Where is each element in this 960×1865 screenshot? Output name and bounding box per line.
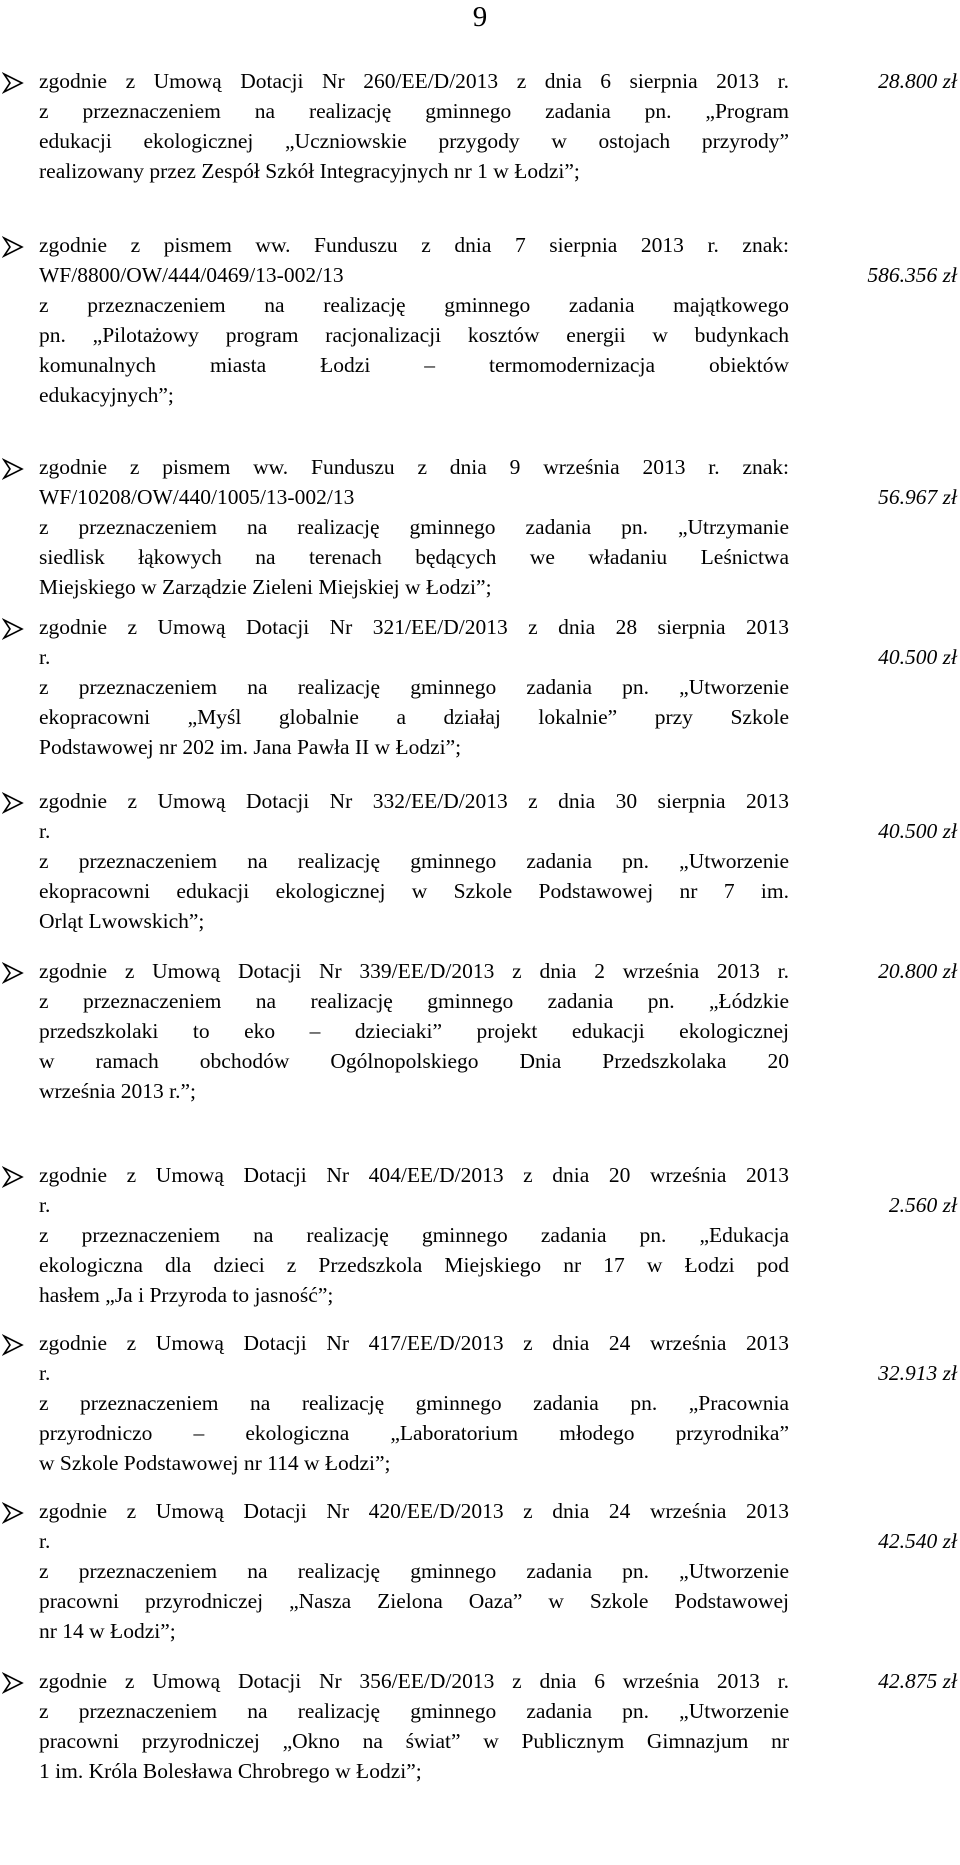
description-line: z przeznaczeniem na realizację gminnego zadania pn. „Utworzenie (39, 849, 789, 873)
description-line: r. (39, 1361, 51, 1385)
arrow-bullet-icon (2, 792, 26, 816)
arrow-bullet-icon (2, 962, 26, 986)
description-line: r. (39, 645, 51, 669)
arrow-bullet-icon (2, 72, 26, 96)
allocation-amount: 586.356 zł (867, 263, 957, 287)
description-line: przyrodniczo – ekologiczna „Laboratorium młodego przyrodnika” (39, 1421, 789, 1445)
arrow-bullet-icon (2, 1166, 26, 1190)
allocation-description (39, 66, 789, 186)
description-line: z przeznaczeniem na realizację gminnego zadania pn. „Edukacja (39, 1223, 789, 1247)
description-line: w ramach obchodów Ogólnopolskiego Dnia Przedszkolaka 20 (39, 1049, 789, 1073)
description-line: zgodnie z pismem ww. Funduszu z dnia 9 września 2013 r. znak: (39, 455, 789, 479)
description-line: zgodnie z Umową Dotacji Nr 417/EE/D/2013 z dnia 24 września 2013 (39, 1331, 789, 1355)
description-line: zgodnie z Umową Dotacji Nr 420/EE/D/2013 z dnia 24 września 2013 (39, 1499, 789, 1523)
description-line: z przeznaczeniem na realizację gminnego zadania pn. „Utworzenie (39, 1559, 789, 1583)
allocation-description (39, 612, 789, 762)
description-line: realizowany przez Zespół Szkół Integracyjnych nr 1 w Łodzi”; (39, 159, 580, 183)
description-line: r. (39, 1529, 51, 1553)
allocation-amount: 56.967 zł (878, 485, 957, 509)
allocation-description (39, 230, 789, 410)
arrow-bullet-icon (2, 1334, 26, 1358)
description-line: komunalnych miasta Łodzi – termomodernizacja obiektów (39, 353, 789, 377)
allocation-description (39, 1328, 789, 1478)
arrow-bullet-icon (2, 236, 26, 260)
description-line: r. (39, 819, 51, 843)
allocation-description (39, 786, 789, 936)
description-line: nr 14 w Łodzi”; (39, 1619, 176, 1643)
description-line: edukacyjnych”; (39, 383, 174, 407)
description-line: z przeznaczeniem na realizację gminnego zadania pn. „Utrzymanie (39, 515, 789, 539)
description-line: ekologiczna dla dzieci z Przedszkola Miejskiego nr 17 w Łodzi pod (39, 1253, 789, 1277)
description-line: hasłem „Ja i Przyroda to jasność”; (39, 1283, 334, 1307)
description-line: z przeznaczeniem na realizację gminnego zadania pn. „Utworzenie (39, 675, 789, 699)
allocation-amount: 42.540 zł (878, 1529, 957, 1553)
description-line: zgodnie z Umową Dotacji Nr 321/EE/D/2013 z dnia 28 sierpnia 2013 (39, 615, 789, 639)
description-line: zgodnie z Umową Dotacji Nr 332/EE/D/2013 z dnia 30 sierpnia 2013 (39, 789, 789, 813)
description-line: Miejskiego w Zarządzie Zieleni Miejskiej w Łodzi”; (39, 575, 492, 599)
description-line: z przeznaczeniem na realizację gminnego zadania pn. „Utworzenie (39, 1699, 789, 1723)
description-line: z przeznaczeniem na realizację gminnego zadania pn. „Program (39, 99, 789, 123)
description-line: WF/8800/OW/444/0469/13-002/13 (39, 263, 344, 287)
arrow-bullet-icon (2, 618, 26, 642)
description-line: września 2013 r.”; (39, 1079, 197, 1103)
description-line: 1 im. Króla Bolesława Chrobrego w Łodzi”; (39, 1759, 422, 1783)
page-number: 9 (472, 1, 488, 33)
description-line: zgodnie z Umową Dotacji Nr 356/EE/D/2013 z dnia 6 września 2013 r. (39, 1669, 789, 1693)
arrow-bullet-icon (2, 1502, 26, 1526)
description-line: zgodnie z Umową Dotacji Nr 339/EE/D/2013 z dnia 2 września 2013 r. (39, 959, 789, 983)
description-line: Orląt Lwowskich”; (39, 909, 205, 933)
allocation-amount: 28.800 zł (878, 69, 957, 93)
description-line: z przeznaczeniem na realizację gminnego zadania pn. „Łódzkie (39, 989, 789, 1013)
description-line: ekopracowni „Myśl globalnie a działaj lokalnie” przy Szkole (39, 705, 789, 729)
description-line: przedszkolaki to eko – dzieciaki” projekt edukacji ekologicznej (39, 1019, 789, 1043)
allocation-amount: 2.560 zł (888, 1193, 957, 1217)
allocation-description (39, 452, 789, 602)
allocation-amount: 32.913 zł (878, 1361, 957, 1385)
allocation-description (39, 1666, 789, 1786)
description-line: z przeznaczeniem na realizację gminnego zadania majątkowego (39, 293, 789, 317)
allocation-description (39, 1160, 789, 1310)
description-line: siedlisk łąkowych na terenach będących we władaniu Leśnictwa (39, 545, 789, 569)
description-line: pracowni przyrodniczej „Nasza Zielona Oaza” w Szkole Podstawowej (39, 1589, 789, 1613)
description-line: z przeznaczeniem na realizację gminnego zadania pn. „Pracownia (39, 1391, 789, 1415)
arrow-bullet-icon (2, 1672, 26, 1696)
allocation-amount: 40.500 zł (878, 645, 957, 669)
allocation-amount: 40.500 zł (878, 819, 957, 843)
description-line: r. (39, 1193, 51, 1217)
allocation-amount: 20.800 zł (878, 959, 957, 983)
description-line: ekopracowni edukacji ekologicznej w Szkole Podstawowej nr 7 im. (39, 879, 789, 903)
description-line: zgodnie z pismem ww. Funduszu z dnia 7 sierpnia 2013 r. znak: (39, 233, 789, 257)
description-line: pn. „Pilotażowy program racjonalizacji kosztów energii w budynkach (39, 323, 789, 347)
description-line: Podstawowej nr 202 im. Jana Pawła II w Łodzi”; (39, 735, 462, 759)
arrow-bullet-icon (2, 458, 26, 482)
description-line: w Szkole Podstawowej nr 114 w Łodzi”; (39, 1451, 391, 1475)
allocation-description (39, 1496, 789, 1646)
description-line: zgodnie z Umową Dotacji Nr 404/EE/D/2013 z dnia 20 września 2013 (39, 1163, 789, 1187)
description-line: zgodnie z Umową Dotacji Nr 260/EE/D/2013 z dnia 6 sierpnia 2013 r. (39, 69, 789, 93)
allocation-amount: 42.875 zł (878, 1669, 957, 1693)
description-line: edukacji ekologicznej „Uczniowskie przygody w ostojach przyrody” (39, 129, 789, 153)
description-line: pracowni przyrodniczej „Okno na świat” w Publicznym Gimnazjum nr (39, 1729, 789, 1753)
description-line: WF/10208/OW/440/1005/13-002/13 (39, 485, 355, 509)
allocation-description (39, 956, 789, 1106)
